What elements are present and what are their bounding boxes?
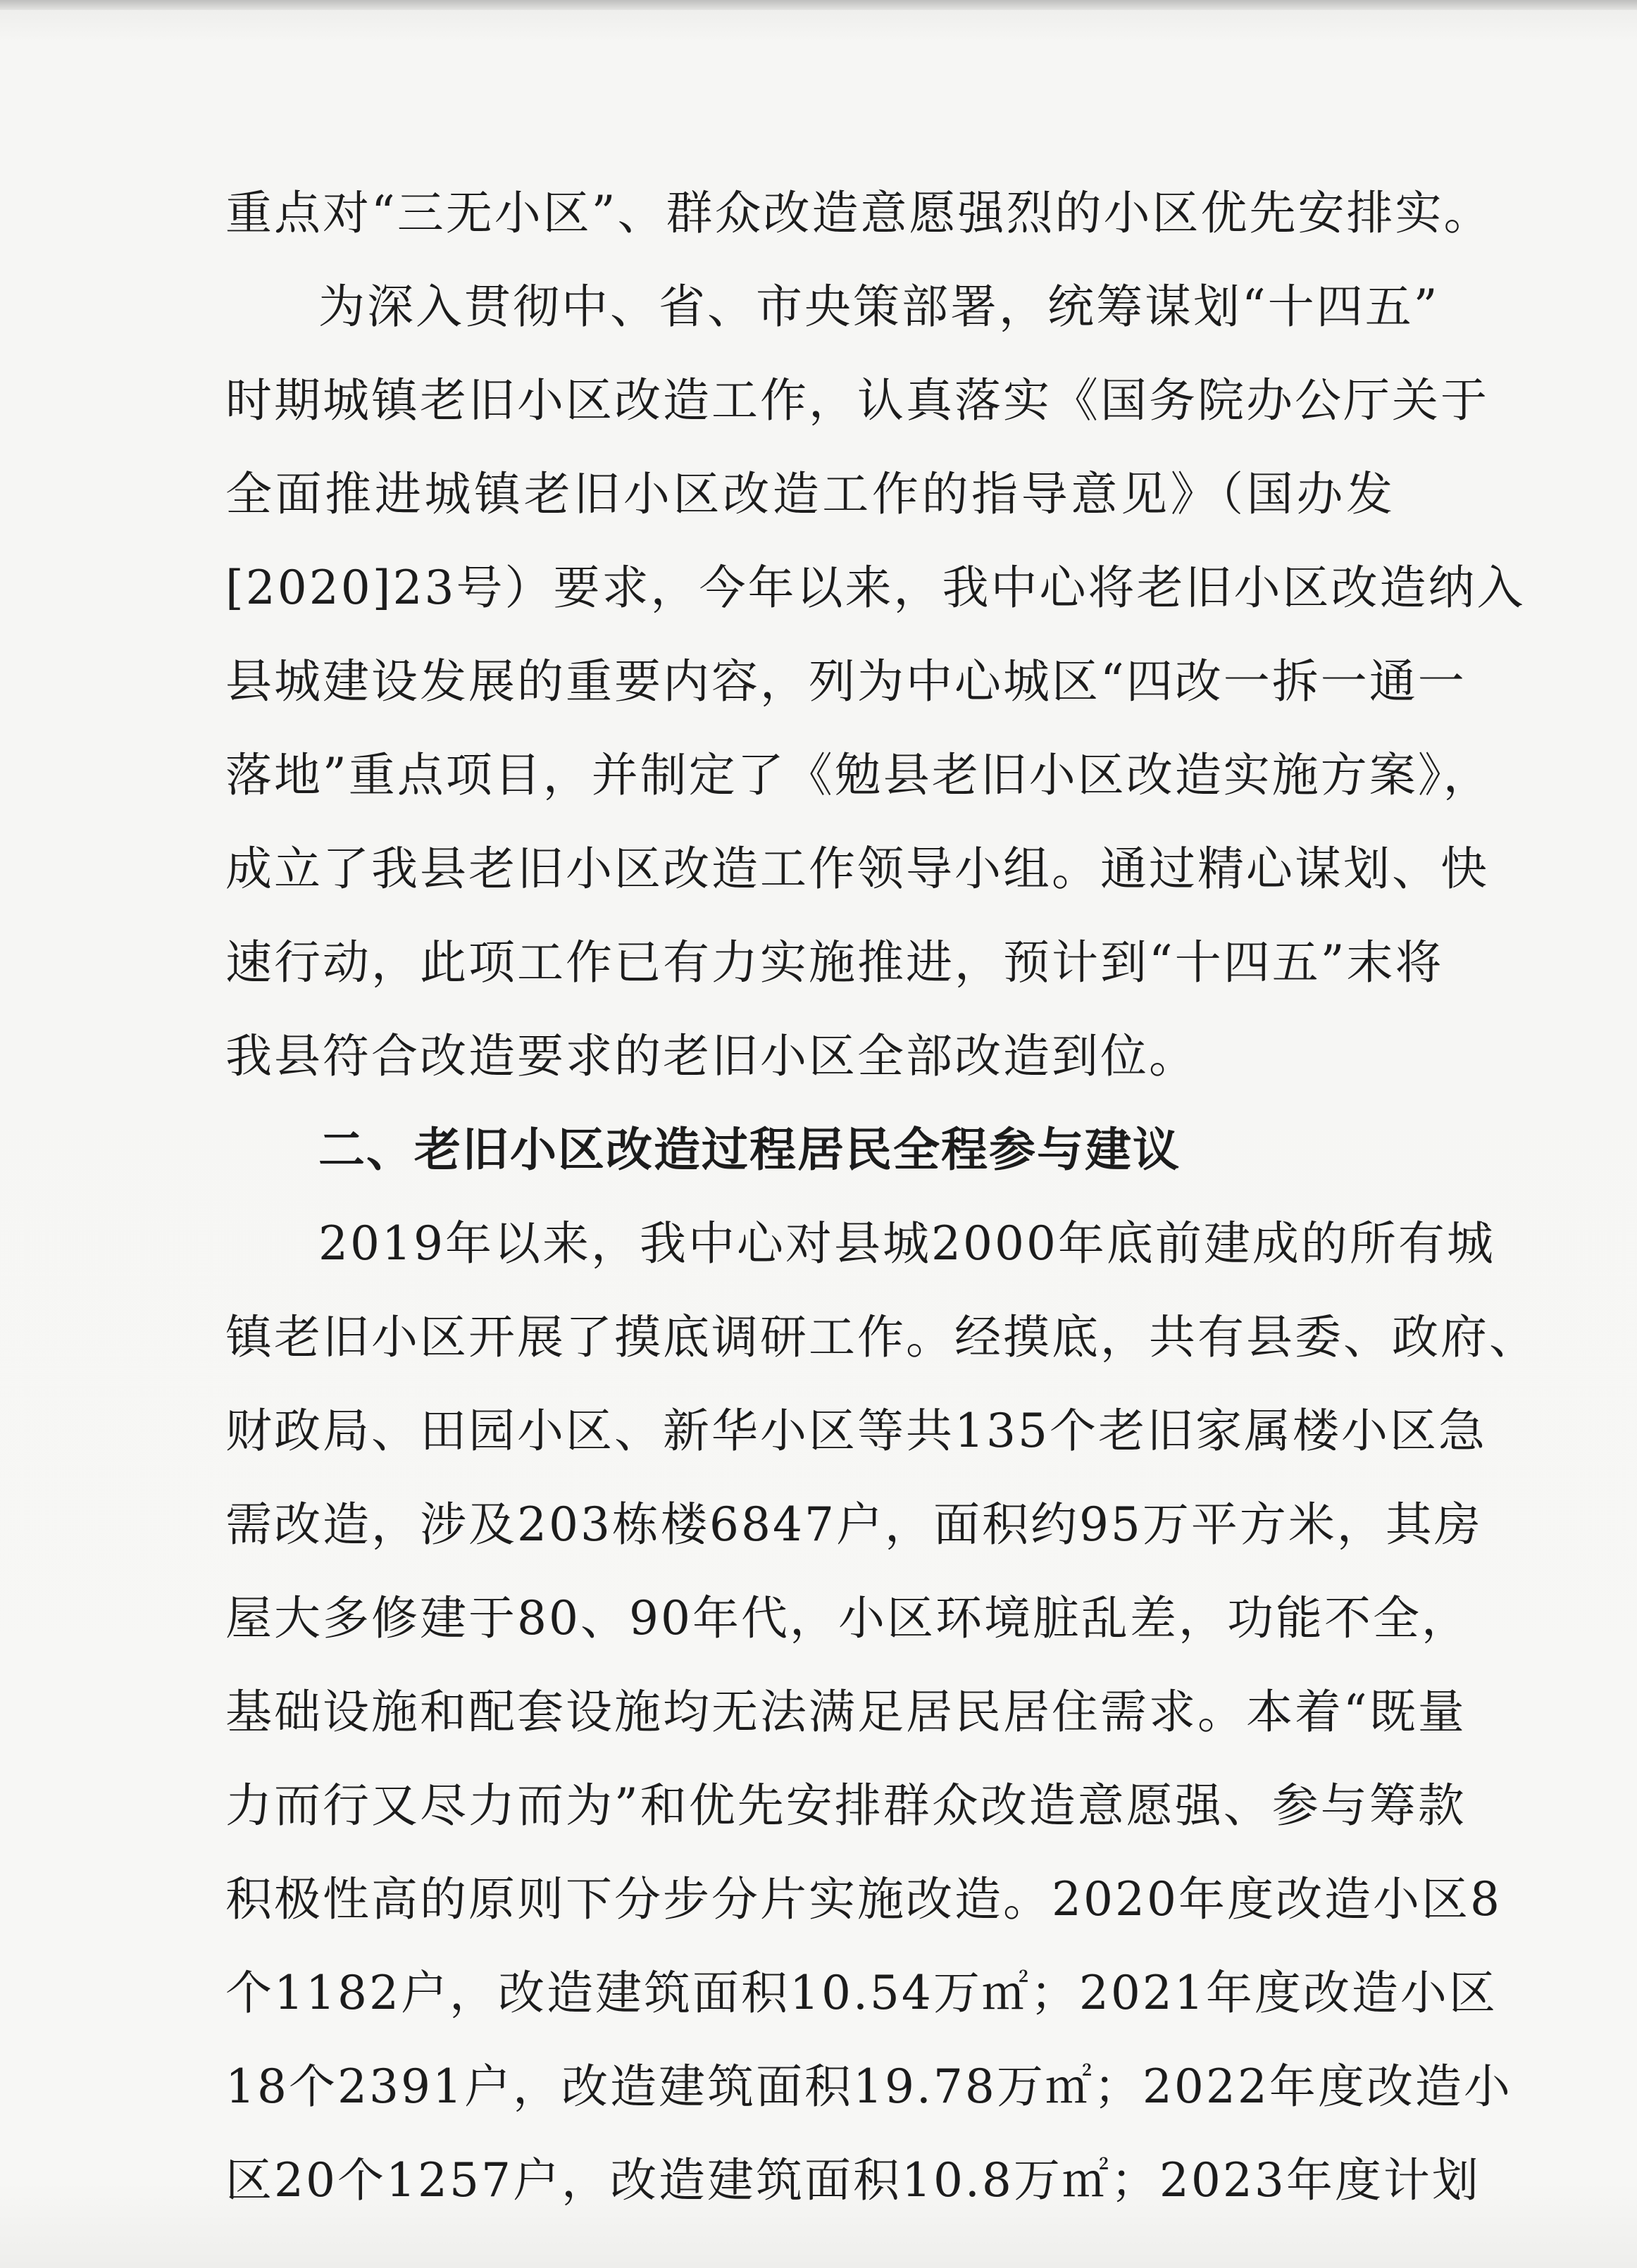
text-line: 财政局、田园小区、新华小区等共135个老旧家属楼小区急 [225, 1404, 1487, 1458]
text-line: 重点对“三无小区”、群众改造意愿强烈的小区优先安排实。 [225, 186, 1493, 240]
section-heading: 二、老旧小区改造过程居民全程参与建议 [318, 1123, 1181, 1177]
text-line: 县城建设发展的重要内容，列为中心城区“四改一拆一通一 [225, 654, 1467, 709]
text-line: 为深入贯彻中、省、市央策部署，统筹谋划“十四五” [318, 280, 1440, 334]
text-line: 个1182户，改造建筑面积10.54万㎡；2021年度改造小区 [225, 1966, 1498, 2020]
text-line: 区20个1257户，改造建筑面积10.8万㎡；2023年度计划 [225, 2153, 1481, 2207]
text-line: 力而行又尽力而为”和优先安排群众改造意愿强、参与筹款 [225, 1778, 1467, 1833]
text-line: 时期城镇老旧小区改造工作，认真落实《国务院办公厅关于 [225, 373, 1489, 428]
text-line: 速行动，此项工作已有力实施推进，预计到“十四五”末将 [225, 935, 1444, 990]
text-line: 18个2391户，改造建筑面积19.78万㎡；2022年度改造小 [225, 2060, 1512, 2114]
text-line: 基础设施和配套设施均无法满足居民居住需求。本着“既量 [225, 1685, 1467, 1739]
text-line: [2020]23号）要求，今年以来，我中心将老旧小区改造纳入 [225, 561, 1526, 615]
text-line: 需改造，涉及203栋楼6847户，面积约95万平方米，其房 [225, 1497, 1483, 1552]
text-line: 落地”重点项目，并制定了《勉县老旧小区改造实施方案》， [225, 748, 1492, 802]
text-line: 我县符合改造要求的老旧小区全部改造到位。 [225, 1029, 1197, 1083]
text-line: 全面推进城镇老旧小区改造工作的指导意见》（国办发 [225, 467, 1395, 521]
body-text [225, 166, 1538, 2227]
text-line: 成立了我县老旧小区改造工作领导小组。通过精心谋划、快 [225, 842, 1489, 896]
text-line: 积极性高的原则下分步分片实施改造。2020年度改造小区8 [225, 1872, 1502, 1926]
scan-top-edge [0, 0, 1637, 10]
text-line: 2019年以来，我中心对县城2000年底前建成的所有城 [318, 1216, 1495, 1271]
text-line: 屋大多修建于80、90年代，小区环境脏乱差，功能不全， [225, 1591, 1470, 1645]
text-line: 镇老旧小区开展了摸底调研工作。经摸底，共有县委、政府、 [225, 1310, 1538, 1364]
